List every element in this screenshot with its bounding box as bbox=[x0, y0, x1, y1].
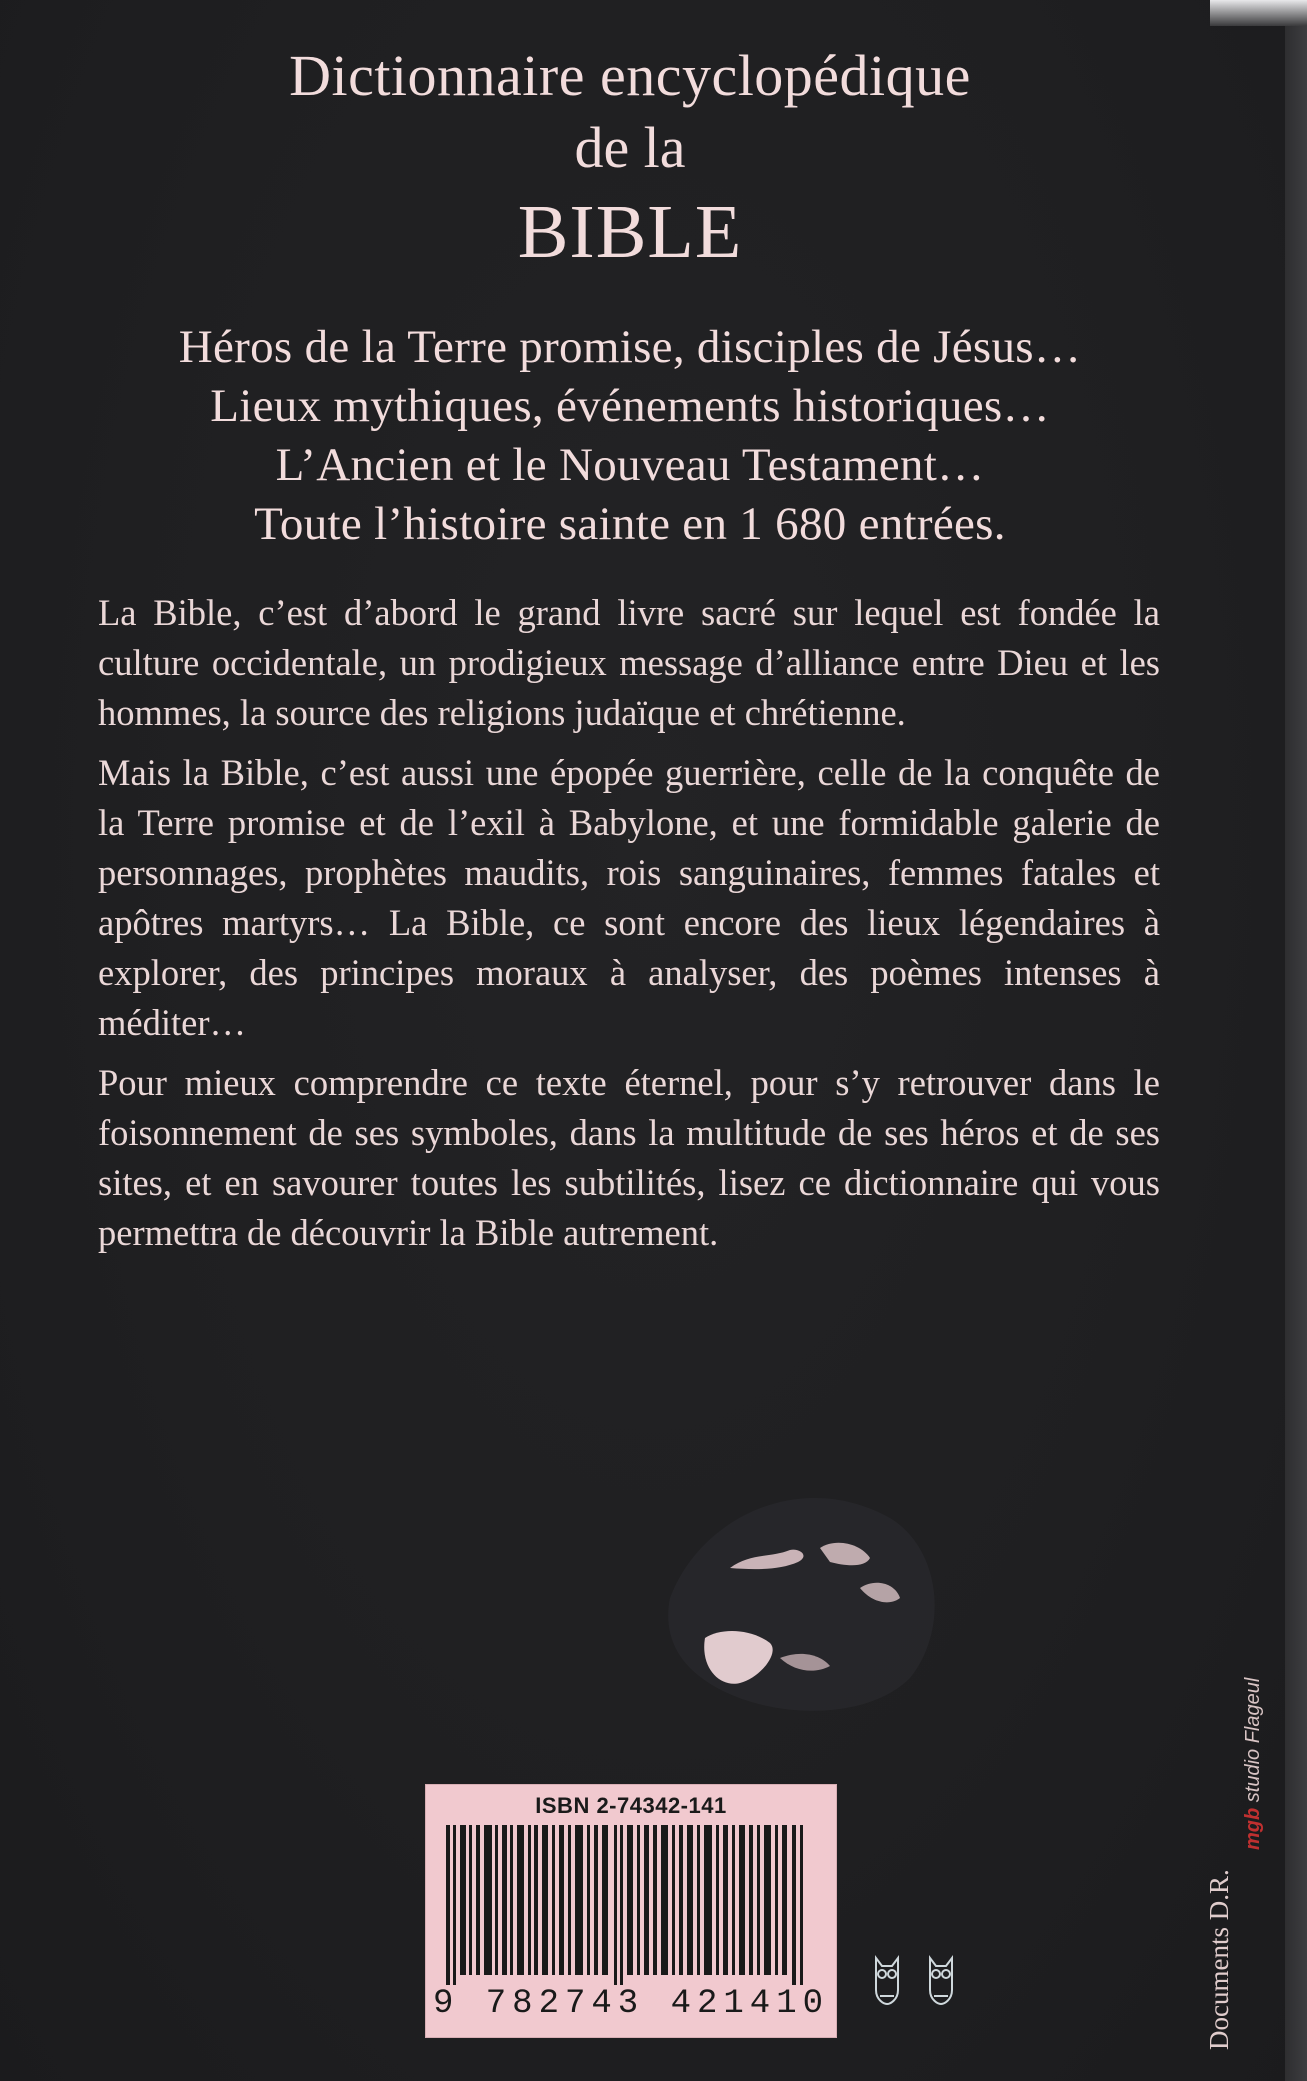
tagline: L’Ancien et le Nouveau Testament… bbox=[275, 439, 985, 491]
title-line-2: de la bbox=[574, 115, 686, 180]
tagline: Lieux mythiques, événements historiques… bbox=[210, 380, 1050, 432]
owl-logo-icon bbox=[868, 1950, 978, 2010]
tagline-block bbox=[120, 318, 1140, 554]
title-block bbox=[180, 40, 1080, 280]
paragraph: Pour mieux comprendre ce texte éternel, pour s’y retrouver dans le foisonnement de ses symboles, dans la multitude de ses héros et de ses sites, et en savourer toutes les subtilités, lisez ce dictionnaire qui vous permettra de découvrir la Bible autrement. bbox=[98, 1062, 1160, 1253]
description-text bbox=[98, 588, 1160, 1268]
studio-credit bbox=[1242, 1678, 1265, 1850]
barcode-label bbox=[425, 1784, 837, 2038]
cover-corner bbox=[1210, 0, 1307, 26]
paragraph: Mais la Bible, c’est aussi une épopée guerrière, celle de la conquête de la Terre promise et de l’exil à Babylone, et une formidable galerie de personnages, prophètes maudits, rois sanguinaires, femmes fatales et apôtres martyrs… La Bible, ce sont encore des lieux légendaires à explorer, des principes moraux à analyser, des poèmes intenses à méditer… bbox=[98, 752, 1160, 1043]
title-main: BIBLE bbox=[517, 190, 743, 274]
tagline: Héros de la Terre promise, disciples de Jésus… bbox=[178, 321, 1082, 373]
barcode-bars bbox=[446, 1825, 816, 1985]
paragraph: La Bible, c’est d’abord le grand livre sacré sur lequel est fondée la culture occidentale, un prodigieux message d’alliance entre Dieu et les hommes, la source des religions judaïque et chrétienne. bbox=[98, 592, 1160, 733]
tagline: Toute l’histoire sainte en 1 680 entrées. bbox=[254, 498, 1006, 550]
ean-digits: 9 782743 421410 bbox=[432, 1985, 830, 2023]
relief-emblem-icon bbox=[660, 1478, 960, 1718]
isbn-number: ISBN 2-74342-141 bbox=[535, 1793, 727, 1818]
documents-credit: Documents D.R. bbox=[1204, 1869, 1234, 2050]
photo-credits bbox=[1190, 1580, 1270, 2050]
studio-mark: mgb bbox=[1242, 1807, 1264, 1850]
title-line-1: Dictionnaire encyclopédique bbox=[289, 43, 971, 108]
cover-edge bbox=[1285, 0, 1307, 2081]
studio-name: studio Flageul bbox=[1242, 1677, 1264, 1803]
